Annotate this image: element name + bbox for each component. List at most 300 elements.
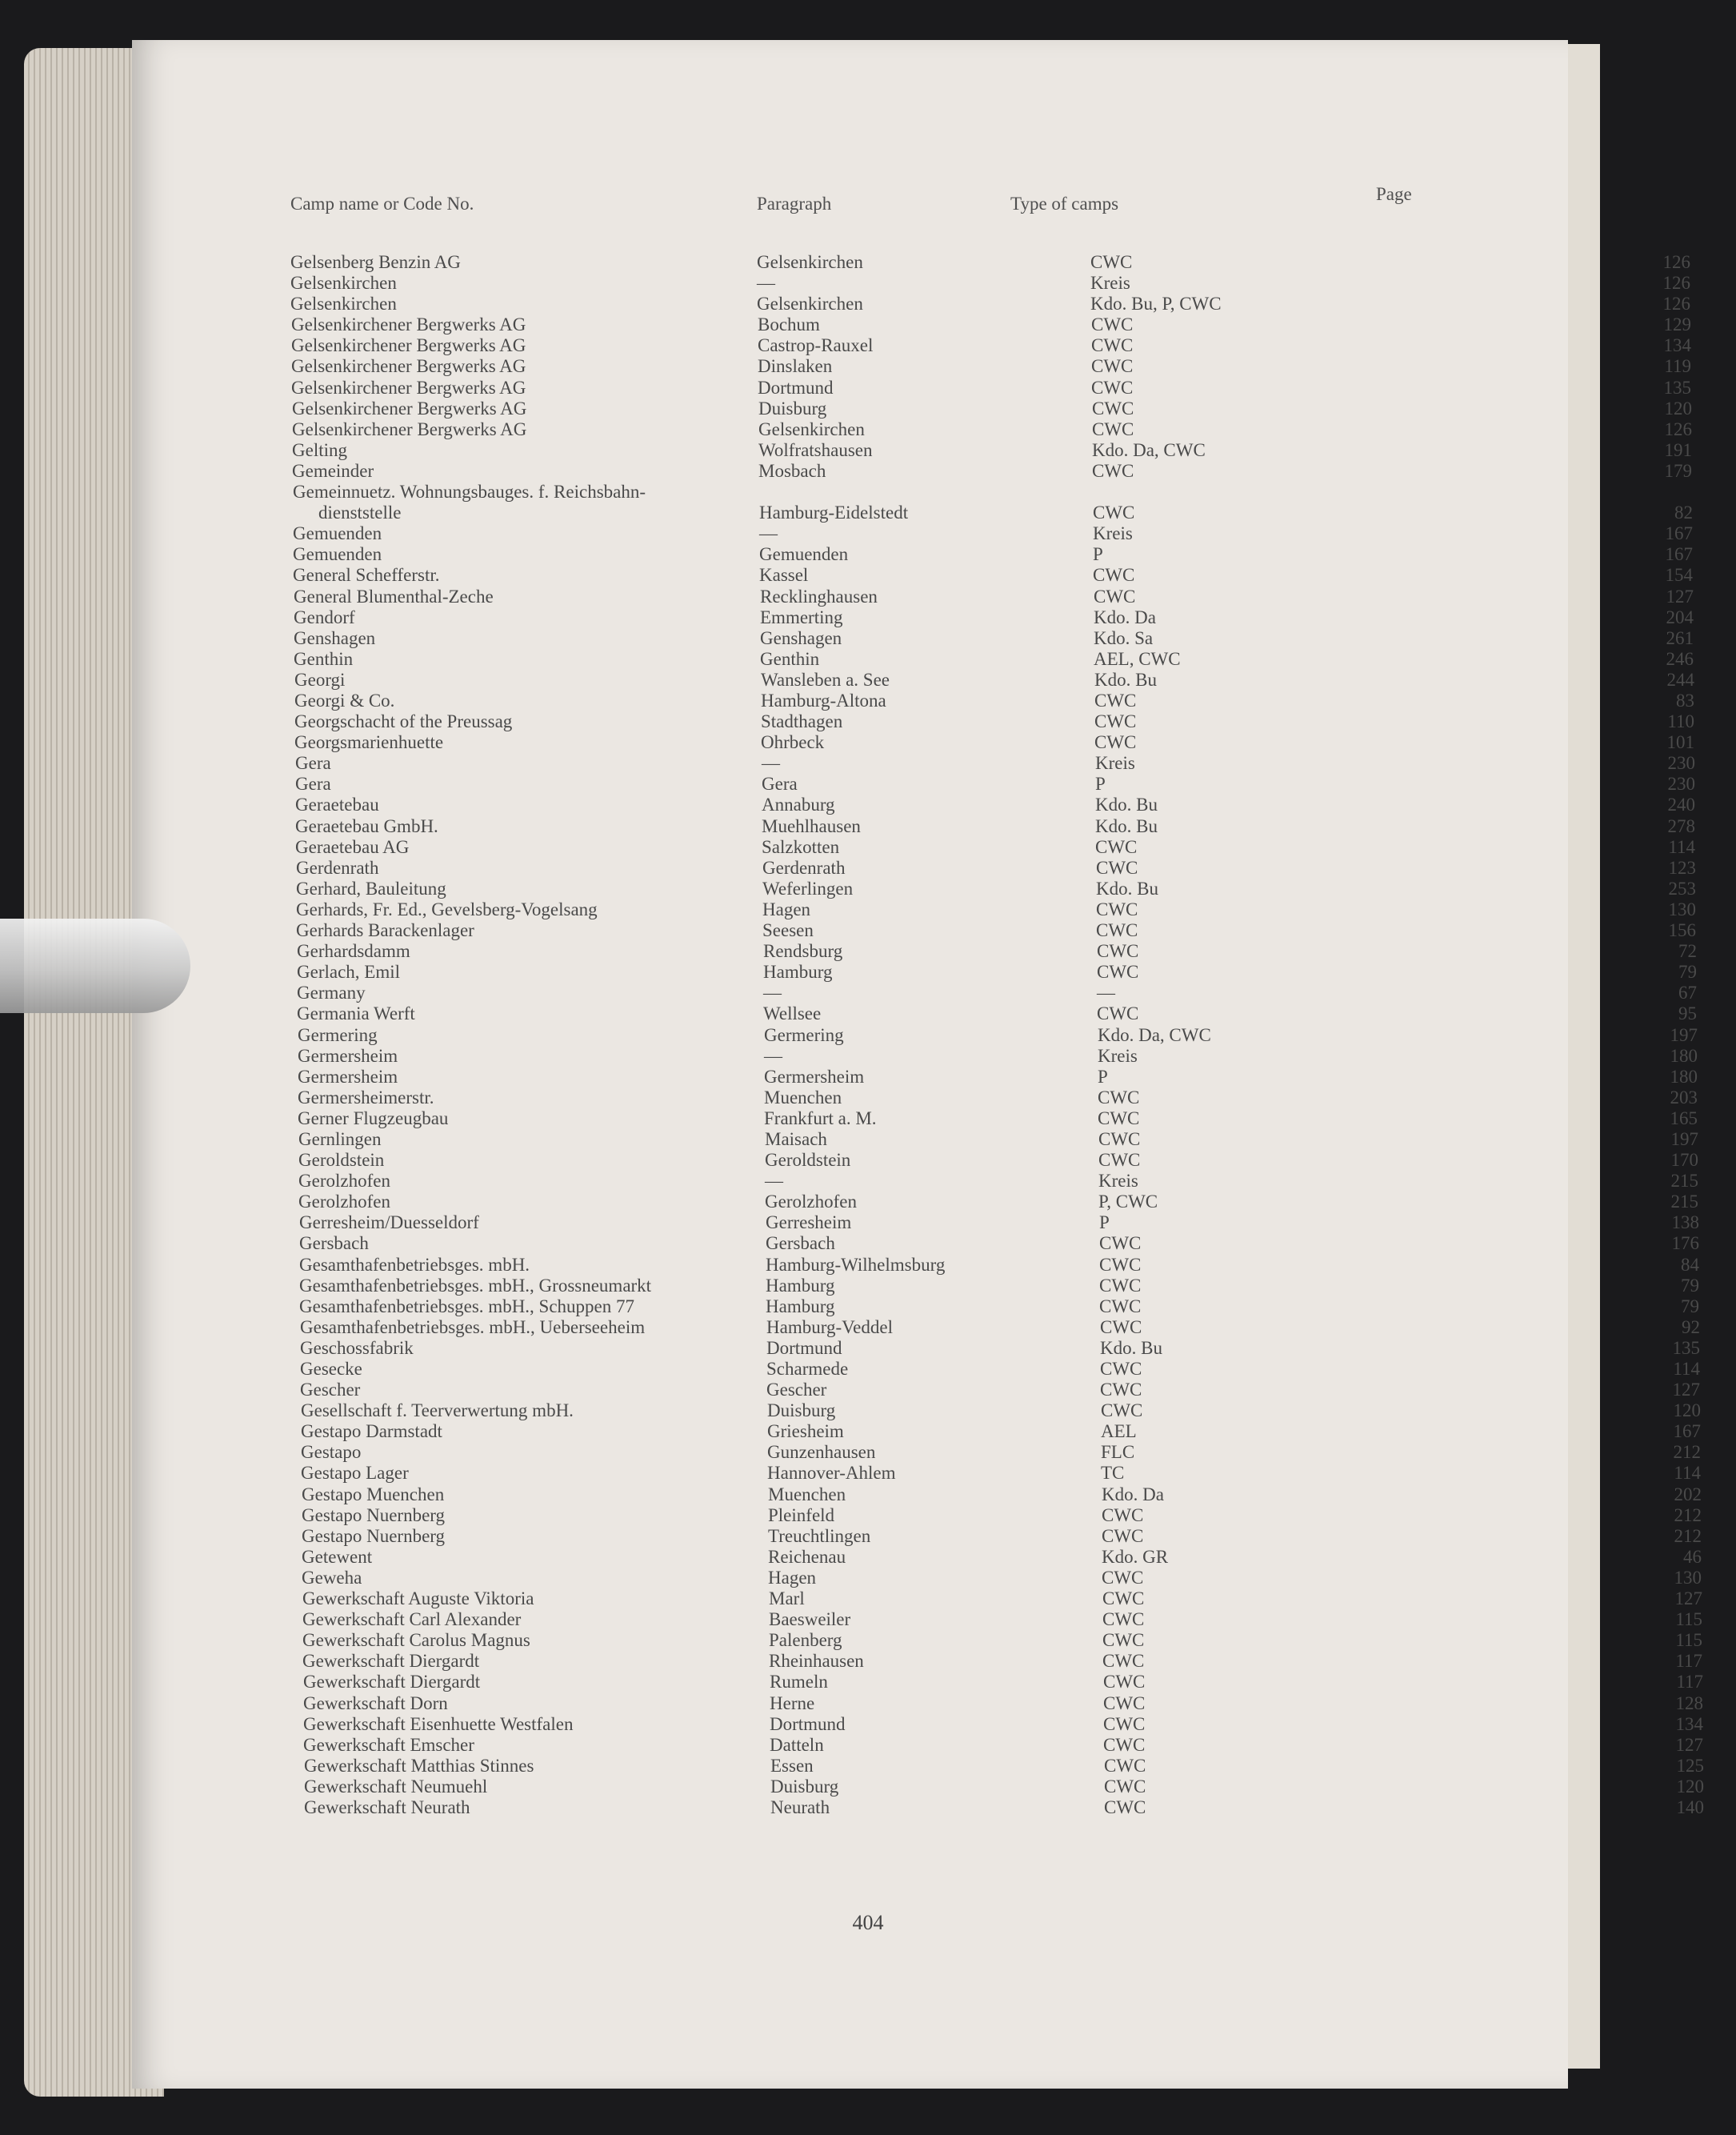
page-cell: 130 (1668, 899, 1696, 919)
camp-type-cell: P (1095, 774, 1106, 794)
page-cell: 79 (1681, 1296, 1699, 1316)
camp-name-cell: Gendorf (294, 607, 355, 627)
paragraph-cell: Duisburg (758, 399, 827, 419)
camp-name-cell: Gestapo Nuernberg (302, 1505, 446, 1525)
camp-name-cell: Gera (295, 753, 331, 773)
camp-type-cell: CWC (1099, 1255, 1142, 1275)
paragraph-cell: — (764, 1046, 782, 1066)
camp-type-cell: CWC (1098, 1129, 1141, 1149)
camp-type-cell: CWC (1095, 837, 1138, 857)
page-cell: 114 (1668, 837, 1695, 857)
camp-type-cell: CWC (1093, 503, 1135, 523)
paragraph-cell: Stadthagen (761, 711, 843, 731)
camp-name-cell: Germersheim (298, 1046, 398, 1066)
paragraph-cell: Kassel (759, 565, 809, 585)
paragraph-cell: Essen (770, 1756, 814, 1776)
camp-type-cell: Kdo. Bu (1100, 1338, 1162, 1358)
paragraph-cell: Hamburg (763, 962, 833, 982)
paragraph-cell: Bochum (758, 314, 820, 334)
camp-name-cell: Genthin (294, 649, 354, 669)
camp-type-cell: Kdo. Da (1102, 1484, 1164, 1504)
header-page: Page (1376, 184, 1412, 204)
camp-type-cell: CWC (1100, 1380, 1142, 1400)
camp-type-cell: CWC (1102, 1568, 1144, 1588)
header-type-of-camps: Type of camps (1010, 194, 1119, 214)
page-cell: 120 (1673, 1400, 1701, 1420)
camp-type-cell: Kreis (1098, 1046, 1138, 1066)
camp-name-cell: Gewerkschaft Neumuehl (304, 1776, 488, 1797)
paragraph-cell: Hannover-Ahlem (767, 1463, 896, 1483)
camp-name-cell: Gewerkschaft Emscher (303, 1735, 474, 1755)
camp-name-cell: Gelsenberg Benzin AG (290, 252, 461, 272)
camp-type-cell: CWC (1099, 1296, 1142, 1316)
paragraph-cell: Germering (764, 1025, 844, 1045)
camp-type-cell: CWC (1103, 1714, 1146, 1734)
camp-name-cell: Georgi & Co. (294, 691, 395, 711)
paragraph-cell: Palenberg (769, 1630, 842, 1650)
paragraph-cell: Seesen (762, 920, 814, 940)
camp-type-cell: TC (1101, 1463, 1125, 1483)
paragraph-cell: Muehlhausen (762, 816, 861, 836)
camp-name-cell: Gestapo Nuernberg (302, 1526, 446, 1546)
paragraph-cell: Scharmede (766, 1359, 849, 1379)
page-cell: 120 (1664, 399, 1692, 419)
camp-name-cell: Gersbach (299, 1233, 369, 1253)
camp-name-cell: Gewerkschaft Matthias Stinnes (304, 1756, 534, 1776)
page-cell: 212 (1674, 1505, 1702, 1525)
camp-type-cell: CWC (1091, 378, 1134, 398)
paragraph-cell: — (763, 983, 782, 1003)
page-cell: 123 (1668, 858, 1696, 878)
page-cell: 212 (1674, 1526, 1702, 1546)
camp-type-cell: CWC (1094, 691, 1137, 711)
camp-type-cell: Kreis (1093, 523, 1133, 543)
camp-name-cell: Gelsenkirchen (290, 294, 397, 314)
page-cell: 197 (1670, 1025, 1698, 1045)
header-camp-name: Camp name or Code No. (290, 194, 474, 214)
camp-name-cell: Gesamthafenbetriebsges. mbH., Ueberseeheim (300, 1317, 646, 1337)
paragraph-cell: Duisburg (770, 1776, 839, 1797)
page-cell: 114 (1673, 1359, 1700, 1379)
camp-type-cell: CWC (1102, 1505, 1144, 1525)
camp-name-cell: Gesellschaft f. Teerverwertung mbH. (301, 1400, 574, 1420)
page-cell: 117 (1675, 1651, 1702, 1671)
page-cell: 115 (1675, 1609, 1702, 1629)
camp-name-cell: Gerner Flugzeugbau (298, 1108, 449, 1128)
camp-name-cell: Gerhardsdamm (297, 941, 410, 961)
camp-name-cell: Geraetebau GmbH. (295, 816, 438, 836)
camp-type-cell: CWC (1092, 399, 1134, 419)
page-cell: 176 (1671, 1233, 1699, 1253)
camp-type-cell: CWC (1094, 732, 1137, 752)
paragraph-cell: Gerdenrath (762, 858, 846, 878)
page-cell: 84 (1681, 1255, 1699, 1275)
page-cell: 154 (1665, 565, 1693, 585)
page-cell: 92 (1682, 1317, 1700, 1337)
paragraph-cell: Gelsenkirchen (757, 294, 863, 314)
camp-type-cell: CWC (1097, 1003, 1139, 1023)
paragraph-cell: Griesheim (767, 1421, 844, 1441)
paragraph-cell: Gerresheim (766, 1212, 852, 1232)
camp-type-cell: CWC (1102, 1630, 1145, 1650)
camp-type-cell: CWC (1093, 565, 1135, 585)
paragraph-cell: Salzkotten (762, 837, 840, 857)
page-cell: 180 (1670, 1067, 1698, 1087)
camp-type-cell: CWC (1097, 962, 1139, 982)
camp-name-cell: Gemuenden (293, 523, 382, 543)
camp-type-cell: Kdo. GR (1102, 1547, 1169, 1567)
camp-type-cell: Kdo. Bu, P, CWC (1090, 294, 1222, 314)
camp-type-cell: CWC (1091, 314, 1134, 334)
camp-name-cell: Gerolzhofen (298, 1192, 390, 1212)
camp-type-cell: CWC (1104, 1797, 1146, 1817)
paragraph-cell: Gelsenkirchen (757, 252, 863, 272)
page-cell: 126 (1662, 273, 1690, 293)
paragraph-cell: Reichenau (768, 1547, 846, 1567)
camp-type-cell: CWC (1101, 1400, 1143, 1420)
camp-name-cell: Gesamthafenbetriebsges. mbH., Schuppen 77 (299, 1296, 635, 1316)
camp-name-cell: Genshagen (294, 628, 376, 648)
paragraph-cell: Hamburg (766, 1276, 835, 1296)
page-cell: 72 (1678, 941, 1697, 961)
page-cell: 134 (1675, 1714, 1703, 1734)
paragraph-cell: Emmerting (760, 607, 843, 627)
camp-name-cell: Gestapo Darmstadt (301, 1421, 442, 1441)
camp-type-cell: CWC (1091, 335, 1134, 355)
camp-type-cell: CWC (1102, 1588, 1145, 1608)
paragraph-cell: Hamburg-Veddel (766, 1317, 893, 1337)
paragraph-cell: Neurath (770, 1797, 830, 1817)
camp-name-cell: Gelsenkirchener Bergwerks AG (292, 399, 527, 419)
camp-name-cell: Germering (298, 1025, 378, 1045)
page-cell: 167 (1665, 523, 1693, 543)
paragraph-cell: Gemuenden (759, 544, 849, 564)
paragraph-cell: Dortmund (766, 1338, 842, 1358)
camp-type-cell: Kdo. Bu (1094, 670, 1157, 690)
page-cell: 117 (1676, 1672, 1703, 1692)
paragraph-cell: Maisach (765, 1129, 827, 1149)
paragraph-cell: Hamburg-Eidelstedt (759, 503, 909, 523)
camp-type-cell: CWC (1099, 1276, 1142, 1296)
page-cell: 126 (1662, 252, 1690, 272)
camp-type-cell: CWC (1104, 1776, 1146, 1797)
camp-name-cell: Germersheim (298, 1067, 398, 1087)
camp-type-cell: Kreis (1098, 1171, 1138, 1191)
page-cell: 135 (1663, 378, 1691, 398)
page-cell: 202 (1674, 1484, 1702, 1504)
page-cell: 82 (1674, 503, 1693, 523)
camp-type-cell: AEL (1101, 1421, 1137, 1441)
camp-type-cell: Kdo. Bu (1095, 816, 1158, 836)
page-cell: 134 (1663, 335, 1691, 355)
camp-name-cell: Georgschacht of the Preussag (294, 711, 513, 731)
paragraph-cell: Baesweiler (769, 1609, 851, 1629)
paragraph-cell: — (759, 523, 778, 543)
page-cell: 128 (1675, 1693, 1703, 1713)
page-cell: 119 (1664, 356, 1691, 376)
camp-name-cell: Gestapo (301, 1442, 362, 1462)
camp-type-cell: CWC (1103, 1735, 1146, 1755)
paragraph-cell: Rumeln (770, 1672, 828, 1692)
camp-name-cell: Gewerkschaft Auguste Viktoria (302, 1588, 534, 1608)
camp-type-cell: CWC (1098, 1150, 1141, 1170)
page-cell: 167 (1673, 1421, 1701, 1441)
camp-name-cell: Georgsmarienhuette (294, 732, 444, 752)
camp-type-cell: CWC (1098, 1108, 1140, 1128)
camp-name-cell: General Blumenthal-Zeche (294, 587, 494, 607)
camp-name-cell: Getewent (302, 1547, 373, 1567)
page-cell: 67 (1678, 983, 1697, 1003)
camp-type-cell: CWC (1097, 941, 1139, 961)
camp-type-cell: CWC (1103, 1672, 1146, 1692)
camp-type-cell: CWC (1094, 587, 1136, 607)
camp-name-cell: Gewerkschaft Diergardt (303, 1672, 481, 1692)
camp-name-cell: Gescher (300, 1380, 361, 1400)
camp-name-cell: Gemuenden (293, 544, 382, 564)
camp-type-cell: CWC (1096, 858, 1138, 878)
page-cell: 170 (1670, 1150, 1698, 1170)
camp-type-cell: Kdo. Sa (1094, 628, 1154, 648)
camp-name-cell: Gerlach, Emil (297, 962, 401, 982)
camp-name-cell: Geraetebau AG (295, 837, 410, 857)
paragraph-cell: Weferlingen (762, 879, 854, 899)
page-cell: 167 (1665, 544, 1693, 564)
page-cell: 46 (1683, 1547, 1702, 1567)
page-cell: 165 (1670, 1108, 1698, 1128)
page-cell: 126 (1662, 294, 1690, 314)
page-cell: 180 (1670, 1046, 1698, 1066)
camp-name-cell: Gewerkschaft Carolus Magnus (302, 1630, 530, 1650)
camp-type-cell: Kdo. Da, CWC (1098, 1025, 1211, 1045)
page-number: 404 (852, 1911, 884, 1934)
paragraph-cell: Rheinhausen (769, 1651, 864, 1671)
paragraph-cell: Germersheim (764, 1067, 865, 1087)
page-cell: 127 (1675, 1735, 1703, 1755)
page-cell: 83 (1676, 691, 1694, 711)
camp-name-cell: Gernlingen (298, 1129, 382, 1149)
paragraph-cell: Genshagen (760, 628, 842, 648)
paragraph-cell: Herne (770, 1693, 815, 1713)
paragraph-cell: Pleinfeld (768, 1505, 835, 1525)
paragraph-cell: Gersbach (766, 1233, 835, 1253)
camp-type-cell: P (1093, 544, 1103, 564)
camp-name-cell: Geweha (302, 1568, 362, 1588)
camp-type-cell: CWC (1100, 1359, 1142, 1379)
paragraph-cell: Hagen (762, 899, 811, 919)
paragraph-cell: Muenchen (768, 1484, 846, 1504)
paragraph-cell: Wolfratshausen (758, 440, 873, 460)
camp-type-cell: CWC (1090, 252, 1133, 272)
page-cell: 212 (1673, 1442, 1701, 1462)
paragraph-cell: Gunzenhausen (767, 1442, 876, 1462)
page-cell: 79 (1678, 962, 1697, 982)
camp-type-cell: P (1099, 1212, 1110, 1232)
camp-type-cell: CWC (1096, 899, 1138, 919)
camp-type-cell: CWC (1102, 1651, 1145, 1671)
paragraph-cell: — (757, 273, 775, 293)
page-cell: 246 (1666, 649, 1694, 669)
page-cell: 120 (1676, 1776, 1704, 1797)
camp-type-cell: P, CWC (1098, 1192, 1158, 1212)
paragraph-cell: Dortmund (770, 1714, 846, 1734)
camp-type-cell: Kreis (1090, 273, 1130, 293)
camp-name-cell: Germersheimerstr. (298, 1088, 434, 1108)
page-cell: 197 (1670, 1129, 1698, 1149)
page-cell: 110 (1667, 711, 1694, 731)
camp-type-cell: CWC (1102, 1609, 1145, 1629)
camp-name-cell: Germania Werft (297, 1003, 415, 1023)
camp-type-cell: CWC (1098, 1088, 1140, 1108)
page-cell: 215 (1670, 1192, 1698, 1212)
camp-name-cell: Gemeinder (292, 461, 374, 481)
camp-name-cell: Gewerkschaft Dorn (303, 1693, 448, 1713)
paragraph-cell: Hamburg-Wilhelmsburg (766, 1255, 946, 1275)
camp-name-cell: Gelting (292, 440, 347, 460)
page-cell: 115 (1675, 1630, 1702, 1650)
paragraph-cell: Wansleben a. See (761, 670, 890, 690)
page-clip-bookmark (0, 919, 190, 1013)
camp-name-cell: Gesamthafenbetriebsges. mbH. (299, 1255, 530, 1275)
page-cell: 278 (1667, 816, 1695, 836)
page-cell: 140 (1676, 1797, 1704, 1817)
page-cell: 230 (1667, 774, 1695, 794)
paragraph-cell: Genthin (760, 649, 820, 669)
paragraph-cell: Dinslaken (758, 356, 833, 376)
camp-name-cell: Geroldstein (298, 1150, 385, 1170)
camp-name-cell: Gera (295, 774, 331, 794)
page-cell: 95 (1678, 1003, 1697, 1023)
camp-type-cell: CWC (1099, 1233, 1142, 1253)
page-cell: 126 (1664, 419, 1692, 439)
paragraph-cell: Gerolzhofen (765, 1192, 857, 1212)
paragraph-cell: Duisburg (767, 1400, 836, 1420)
paragraph-cell: Muenchen (764, 1088, 842, 1108)
page-cell: 240 (1667, 795, 1695, 815)
paragraph-cell: — (765, 1171, 783, 1191)
camp-name-cell: Gerolzhofen (298, 1171, 390, 1191)
page-cell: 127 (1674, 1588, 1702, 1608)
camp-name-cell: Gelsenkirchener Bergwerks AG (291, 356, 526, 376)
paragraph-cell: Gera (762, 774, 798, 794)
paragraph-cell: Gescher (766, 1380, 827, 1400)
camp-name-cell: Gewerkschaft Eisenhuette Westfalen (303, 1714, 574, 1734)
page-cell: 204 (1666, 607, 1694, 627)
paragraph-cell: Hagen (768, 1568, 817, 1588)
page-cell: 191 (1664, 440, 1692, 460)
paragraph-cell: Recklinghausen (760, 587, 878, 607)
page-cell: 215 (1670, 1171, 1698, 1191)
page-cell: 156 (1668, 920, 1696, 940)
camp-name-cell: Gerhards, Fr. Ed., Gevelsberg-Vogelsang (296, 899, 598, 919)
camp-name-cell: Gerresheim/Duesseldorf (299, 1212, 479, 1232)
camp-name-cell: Gestapo Lager (301, 1463, 409, 1483)
camp-name-cell: Gelsenkirchener Bergwerks AG (291, 335, 526, 355)
page-cell: 129 (1663, 314, 1691, 334)
page-cell: 230 (1667, 753, 1695, 773)
camp-type-cell: CWC (1091, 356, 1134, 376)
paragraph-cell: Mosbach (758, 461, 826, 481)
camp-name-cell: Gerhards Barackenlager (296, 920, 474, 940)
camp-type-cell: CWC (1092, 461, 1134, 481)
camp-name-cell: Gestapo Muenchen (302, 1484, 445, 1504)
camp-name-cell: Gelsenkirchener Bergwerks AG (292, 419, 527, 439)
paragraph-cell: Hamburg-Altona (761, 691, 886, 711)
camp-name-cell: Gelsenkirchener Bergwerks AG (291, 378, 526, 398)
camp-type-cell: CWC (1094, 711, 1137, 731)
camp-name-cell: Gewerkschaft Diergardt (302, 1651, 480, 1671)
camp-name-cell: Gesamthafenbetriebsges. mbH., Grossneumarkt (299, 1276, 652, 1296)
paragraph-cell: Dortmund (758, 378, 834, 398)
paragraph-cell: Annaburg (762, 795, 835, 815)
camp-name-cell: Geraetebau (295, 795, 379, 815)
paragraph-cell: Frankfurt a. M. (764, 1108, 877, 1128)
paragraph-cell: Hamburg (766, 1296, 835, 1316)
camp-name-cell: Gewerkschaft Carl Alexander (302, 1609, 522, 1629)
camp-type-cell: CWC (1096, 920, 1138, 940)
camp-name-cell: Gesecke (300, 1359, 362, 1379)
camp-name-cell: General Schefferstr. (293, 565, 440, 585)
paragraph-cell: Castrop-Rauxel (758, 335, 874, 355)
paragraph-cell: Treuchtlingen (768, 1526, 871, 1546)
camp-type-cell: CWC (1104, 1756, 1146, 1776)
camp-name-cell: Gerhard, Bauleitung (296, 879, 446, 899)
camp-name-cell: dienststelle (318, 503, 402, 523)
camp-name-cell: Gelsenkirchener Bergwerks AG (291, 314, 526, 334)
camp-name-cell: Geschossfabrik (300, 1338, 414, 1358)
camp-name-cell: Gerdenrath (296, 858, 379, 878)
page-cell: 130 (1674, 1568, 1702, 1588)
page-cell: 135 (1672, 1338, 1700, 1358)
page-cell: 114 (1674, 1463, 1701, 1483)
camp-name-cell: Gelsenkirchen (290, 273, 397, 293)
paragraph-cell: — (762, 753, 780, 773)
page-cell: 203 (1670, 1088, 1698, 1108)
camp-name-cell: Georgi (294, 670, 346, 690)
page-cell: 179 (1664, 461, 1692, 481)
camp-name-cell: Germany (297, 983, 366, 1003)
paragraph-cell: Wellsee (763, 1003, 822, 1023)
camp-type-cell: AEL, CWC (1094, 649, 1181, 669)
paragraph-cell: Rendsburg (763, 941, 843, 961)
camp-type-cell: P (1098, 1067, 1108, 1087)
page-cell: 138 (1671, 1212, 1699, 1232)
page-cell: 253 (1668, 879, 1696, 899)
camp-type-cell: Kdo. Da, CWC (1092, 440, 1206, 460)
page-cell: 101 (1666, 732, 1694, 752)
camp-type-cell: CWC (1092, 419, 1134, 439)
paragraph-cell: Marl (769, 1588, 805, 1608)
camp-type-cell: Kdo. Bu (1095, 795, 1158, 815)
page-cell: 79 (1681, 1276, 1699, 1296)
camp-type-cell: Kdo. Da (1094, 607, 1156, 627)
camp-type-cell: Kdo. Bu (1096, 879, 1158, 899)
paragraph-cell: Gelsenkirchen (758, 419, 865, 439)
camp-type-cell: — (1097, 983, 1115, 1003)
paragraph-cell: Datteln (770, 1735, 824, 1755)
camp-type-cell: Kreis (1095, 753, 1135, 773)
page-cell: 127 (1672, 1380, 1700, 1400)
page-cell: 244 (1666, 670, 1694, 690)
page-cell: 125 (1676, 1756, 1704, 1776)
camp-type-cell: CWC (1103, 1693, 1146, 1713)
page-cell: 261 (1666, 628, 1694, 648)
camp-type-cell: CWC (1100, 1317, 1142, 1337)
camp-name-cell: Gewerkschaft Neurath (304, 1797, 470, 1817)
page-cell: 127 (1666, 587, 1694, 607)
paragraph-cell: Ohrbeck (761, 732, 825, 752)
camp-type-cell: CWC (1102, 1526, 1144, 1546)
paragraph-cell: Geroldstein (765, 1150, 851, 1170)
